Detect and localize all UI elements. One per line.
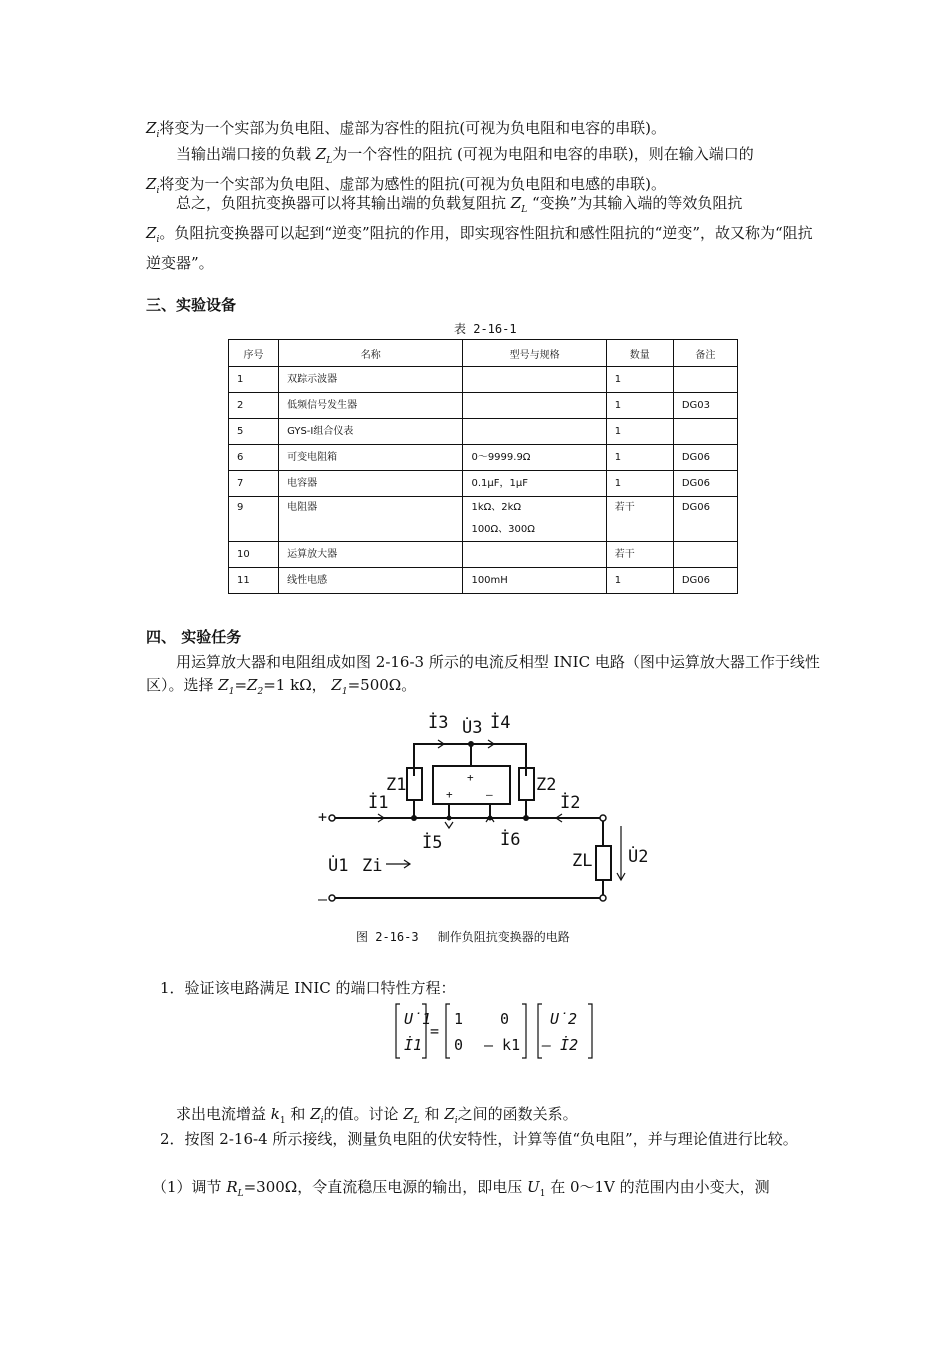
cell-note [673, 367, 737, 393]
cell-spec [463, 542, 606, 568]
cell-note [673, 542, 737, 568]
header-no: 序号 [229, 340, 279, 367]
cell-no: 10 [229, 542, 279, 568]
cell-spec: 0.1μF，1μF [463, 471, 606, 497]
label-i5: İ5 [422, 833, 443, 853]
cell-no: 2 [229, 393, 279, 419]
port-equation [392, 1000, 602, 1066]
task-2: 2．按图 2-16-4 所示接线，测量负电阻的伏安特性，计算等值“负电阻”，并与理论值进行比较。 [160, 1130, 798, 1148]
task-2-step-1: （1）调节 $R_L=300\Omega$，令直流稳压电源的输出，即电压 $U_1$ 在 0～1V 的范围内由小变大，测 [152, 1178, 770, 1199]
inic-circuit-diagram [310, 708, 670, 918]
cell-spec-line-1: 1kΩ、2kΩ [471, 502, 522, 513]
cell-spec [463, 497, 606, 542]
table-row [229, 568, 738, 594]
cell-name: 双踪示波器 [279, 367, 463, 393]
header-name: 名称 [279, 340, 463, 367]
equipment-table [228, 339, 738, 594]
table-row [229, 419, 738, 445]
cell-note: DG06 [673, 568, 737, 594]
table-caption: 表 2-16-1 [454, 322, 517, 336]
label-i4: İ4 [490, 713, 511, 733]
table-row [229, 367, 738, 393]
table-row [229, 497, 738, 542]
label-opamp-in-minus: – [486, 788, 493, 801]
cell-spec-line-2: 100Ω、300Ω [471, 524, 535, 535]
label-plus-terminal: + [318, 808, 328, 826]
cell-note: DG06 [673, 471, 737, 497]
cell-spec: 0～9999.9Ω [463, 445, 606, 471]
label-u3: U̇3 [462, 718, 483, 738]
label-opamp-in-plus: + [446, 788, 453, 801]
matrix-a22: – k1 [484, 1036, 521, 1054]
matrix-i1: İ1 [404, 1036, 423, 1054]
label-i1: İ1 [368, 793, 389, 813]
cell-no: 9 [229, 497, 279, 542]
cell-no: 1 [229, 367, 279, 393]
table-row [229, 393, 738, 419]
label-zl: ZL [572, 851, 593, 871]
label-minus-terminal: – [318, 890, 328, 908]
label-u1: U̇1 [328, 856, 349, 876]
figure-caption: 图 2-16-3 制作负阻抗变换器的电路 [356, 930, 570, 944]
cell-note: DG03 [673, 393, 737, 419]
cell-name: 电容器 [279, 471, 463, 497]
matrix-u2: U̇2 [550, 1010, 578, 1028]
label-i3: İ3 [428, 713, 449, 733]
cell-no: 5 [229, 419, 279, 445]
intro-paragraph-2: 当输出端口接的负载 $Z_L$为一个容性的阻抗 (可视为电阻和电容的串联)，则在输入端口的 $Z_i$将变为一个实部为负电阻、虚部为感性的阻抗(可视为负电阻和电感的串联)。 [146, 145, 754, 196]
matrix-i2: – İ2 [542, 1036, 579, 1054]
cell-qty: 若干 [606, 497, 673, 542]
label-z2: Z2 [536, 775, 557, 795]
cell-name: 线性电感 [279, 568, 463, 594]
cell-qty: 1 [606, 367, 673, 393]
cell-spec [463, 393, 606, 419]
cell-note: DG06 [673, 445, 737, 471]
table-row [229, 445, 738, 471]
cell-qty: 1 [606, 471, 673, 497]
task-1-question: 求出电流增益 $k_1$ 和 $Z_i$的值。讨论 $Z_L$ 和 $Z_i$之间的函数关系。 [176, 1105, 578, 1126]
cell-name: 电阻器 [279, 497, 463, 542]
matrix-a21: 0 [454, 1036, 464, 1054]
label-i6: İ6 [500, 830, 521, 850]
label-u2: U̇2 [628, 847, 649, 867]
header-spec: 型号与规格 [463, 340, 606, 367]
cell-qty: 1 [606, 393, 673, 419]
cell-qty: 1 [606, 445, 673, 471]
cell-no: 6 [229, 445, 279, 471]
cell-spec: 100mH [463, 568, 606, 594]
cell-name: 低频信号发生器 [279, 393, 463, 419]
matrix-u1: U̇1 [404, 1010, 432, 1028]
label-i2: İ2 [560, 793, 581, 813]
table-row [229, 471, 738, 497]
cell-qty: 1 [606, 419, 673, 445]
table-header-row [229, 340, 738, 367]
table-row [229, 542, 738, 568]
cell-qty: 若干 [606, 542, 673, 568]
matrix-a11: 1 [454, 1010, 464, 1028]
section-4-paragraph: 用运算放大器和电阻组成如图 2-16-3 所示的电流反相型 INIC 电路（图中运算放大器工作于线性区）。选择 $Z_1=Z_2=1$ kΩ， $Z_1=500\Omega$。 [146, 653, 820, 697]
cell-no: 11 [229, 568, 279, 594]
cell-note: DG06 [673, 497, 737, 542]
label-opamp-output-plus: + [467, 771, 474, 784]
label-z1: Z1 [386, 775, 407, 795]
header-note: 备注 [673, 340, 737, 367]
cell-qty: 1 [606, 568, 673, 594]
cell-name: 运算放大器 [279, 542, 463, 568]
label-zi: Zi [362, 856, 383, 876]
cell-name: 可变电阻箱 [279, 445, 463, 471]
matrix-a12: 0 [500, 1010, 510, 1028]
task-1: 1．验证该电路满足 INIC 的端口特性方程： [160, 979, 456, 997]
section-3-title: 三、实验设备 [146, 296, 237, 314]
intro-paragraph-3: 总之，负阻抗变换器可以将其输出端的负载复阻抗 $Z_L$ “变换”为其输入端的等效负阻抗 $Z_i$。负阻抗变换器可以起到“逆变”阻抗的作用，即实现容性阻抗和感性阻抗的“逆变”，故又称为“阻抗逆变器”。 [146, 194, 813, 272]
section-4-title: 四、 实验任务 [146, 628, 242, 646]
header-qty: 数量 [606, 340, 673, 367]
cell-no: 7 [229, 471, 279, 497]
cell-name: GYS-Ⅰ组合仪表 [279, 419, 463, 445]
matrix-equals: = [430, 1022, 440, 1040]
cell-spec [463, 367, 606, 393]
cell-spec [463, 419, 606, 445]
intro-line-1: $Z_i$将变为一个实部为负电阻、虚部为容性的阻抗(可视为负电阻和电容的串联)。 [146, 119, 667, 140]
cell-note [673, 419, 737, 445]
